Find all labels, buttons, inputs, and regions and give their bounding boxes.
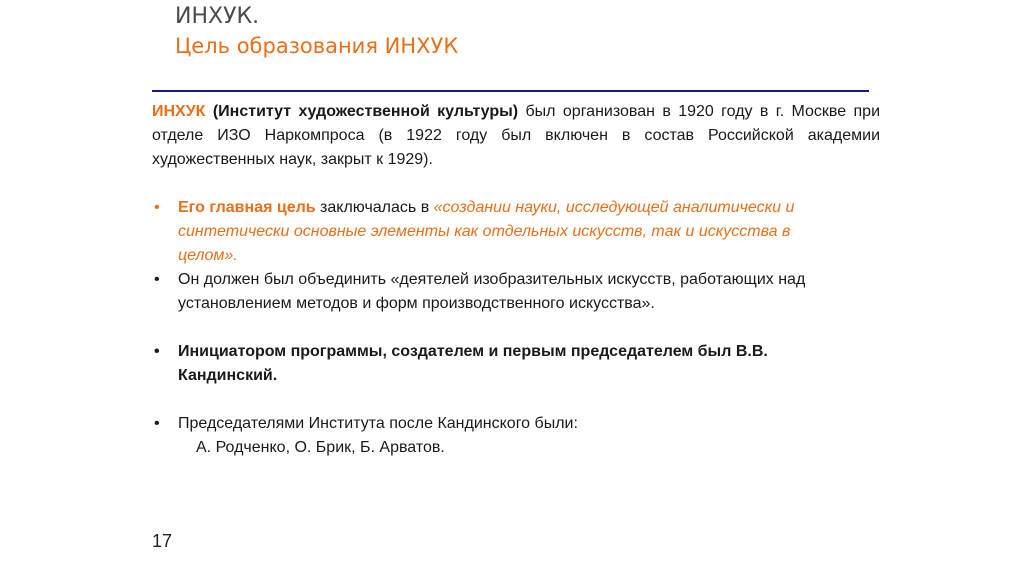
page-number: 17 bbox=[152, 531, 173, 551]
list-item-goal bbox=[152, 196, 828, 268]
bullet-marker: • bbox=[154, 271, 160, 288]
slide-content bbox=[152, 100, 880, 460]
title-divider bbox=[152, 90, 869, 92]
slide-subtitle: Цель образования ИНХУК bbox=[175, 34, 459, 58]
list-item-chairmen bbox=[152, 412, 828, 436]
unite-text: Он должен был объединить «деятелей изобразительных искусств, работающих над установлением методов и форм производственного искусства». bbox=[178, 271, 806, 312]
slide-title: ИНХУК. bbox=[175, 4, 260, 29]
goal-quote: «создании науки, исследующей аналитически и синтетически основные элементы как отдельных искусств, так и искусства в целом». bbox=[178, 199, 795, 264]
chairmen-names: А. Родченко, О. Брик, Б. Арватов. bbox=[196, 439, 445, 456]
chairmen-text: Председателями Института после Кандинского были: bbox=[178, 415, 578, 432]
intro-paragraph bbox=[152, 100, 880, 172]
list-item-unite bbox=[152, 268, 828, 316]
list-item-initiator bbox=[152, 340, 828, 388]
bullet-marker: • bbox=[154, 343, 160, 360]
initiator-text: Инициатором программы, создателем и первым председателем был В.В. Кандинский. bbox=[178, 343, 768, 384]
bullet-marker: • bbox=[154, 199, 160, 216]
intro-institute: (Институт художественной культуры) bbox=[212, 103, 519, 120]
intro-term: ИНХУК bbox=[152, 103, 206, 120]
goal-text: заключалась в bbox=[315, 199, 434, 216]
goal-label: Его главная цель bbox=[178, 199, 316, 216]
bullet-marker: • bbox=[154, 415, 160, 432]
intro-text: был организован в 1920 году в г. Москве при отделе ИЗО Наркомпроса (в 1922 году был включен в состав Российской академии художественных наук, закрыт к 1929). bbox=[152, 103, 881, 168]
